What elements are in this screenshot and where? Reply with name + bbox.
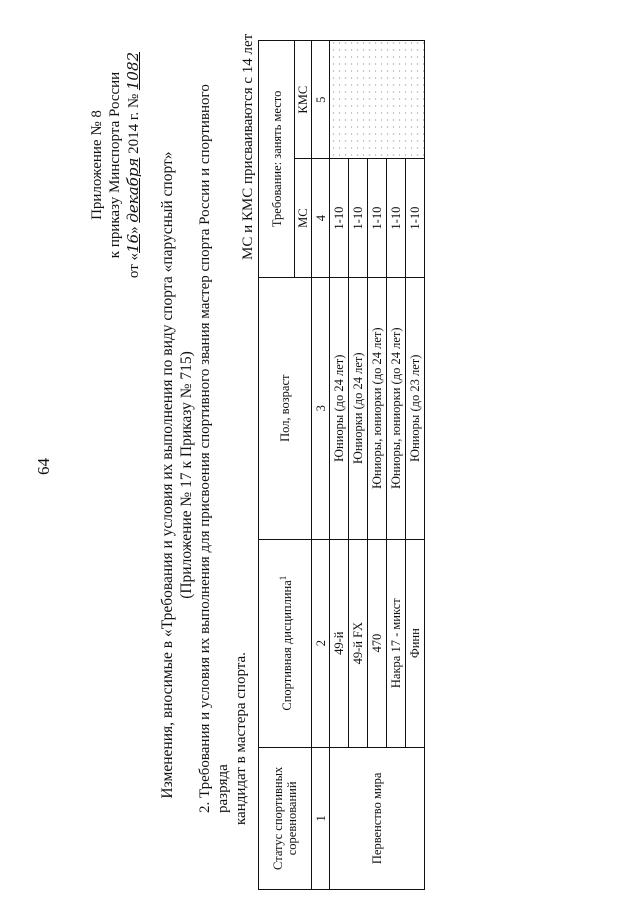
header-ms: МС [295, 159, 312, 277]
ms-cell: 1-10 [368, 159, 387, 277]
footnote-marker: 1 [277, 575, 288, 581]
header-sex-age: Пол, возраст [259, 277, 312, 539]
appendix-number: Приложение № 8 [89, 110, 105, 220]
sex-age-cell: Юниорки (до 24 лет) [349, 277, 368, 539]
column-number: 5 [312, 41, 330, 159]
handwritten-month: декабря [124, 157, 142, 223]
ms-cell: 1-10 [349, 159, 368, 277]
requirements-table [258, 40, 425, 890]
sex-age-cell: Юниоры, юниорки (до 24 лет) [368, 277, 387, 539]
handwritten-day: 16 [124, 233, 142, 253]
appendix-order-ref: к приказу Минспорта России [107, 71, 123, 259]
page-number: 64 [34, 458, 53, 475]
appendix-date-line [124, 35, 143, 295]
discipline-cell: 49-й [330, 539, 349, 747]
header-status: Статус спортивных соревнований [259, 747, 312, 889]
section-line-2: кандидат в мастера спорта. [233, 652, 249, 825]
date-prefix: от « [126, 252, 142, 279]
sex-age-cell: Юниоры, юниорки (до 24 лет) [387, 277, 406, 539]
discipline-cell: Накра 17 - микст [387, 539, 406, 747]
date-quote: » [126, 226, 142, 234]
subtitle-line: (Приложение № 17 к Приказу № 715) [178, 351, 195, 599]
table-number-row [312, 41, 330, 890]
column-number: 2 [312, 539, 330, 747]
column-number: 3 [312, 277, 330, 539]
document-title [158, 125, 196, 825]
table-header-row [259, 41, 295, 890]
status-cell: Первенство мира [330, 747, 425, 889]
discipline-cell: Финн [406, 539, 425, 747]
appendix-header [88, 35, 143, 295]
header-kms: КМС [295, 41, 312, 159]
handwritten-order-number: 1082 [124, 51, 142, 91]
header-discipline: Спортивная дисциплина$^1$ [259, 539, 312, 747]
title-line: Изменения, вносимые в «Требования и условия их выполнения по виду спорта «парусный спорт» [159, 151, 176, 799]
discipline-cell: 470 [368, 539, 387, 747]
header-requirement: Требование: занять место [259, 41, 295, 278]
ms-cell: 1-10 [387, 159, 406, 277]
section-line-1: 2. Требования и условия их выполнения для присвоения спортивного звания мастер спорта России и спортивного разряда [197, 84, 231, 813]
discipline-cell: 49-й FX [349, 539, 368, 747]
ms-cell: 1-10 [330, 159, 349, 277]
ms-cell: 1-10 [406, 159, 425, 277]
kms-cell-empty [330, 41, 425, 159]
column-number: 1 [312, 747, 330, 889]
rank-age-note: МС и КМС присваиваются с 14 лет [240, 33, 256, 260]
sex-age-cell: Юниоры (до 24 лет) [330, 277, 349, 539]
sex-age-cell: Юниоры (до 23 лет) [406, 277, 425, 539]
date-year: 2014 г. № [126, 93, 142, 154]
column-number: 4 [312, 159, 330, 277]
table-row [330, 41, 349, 890]
